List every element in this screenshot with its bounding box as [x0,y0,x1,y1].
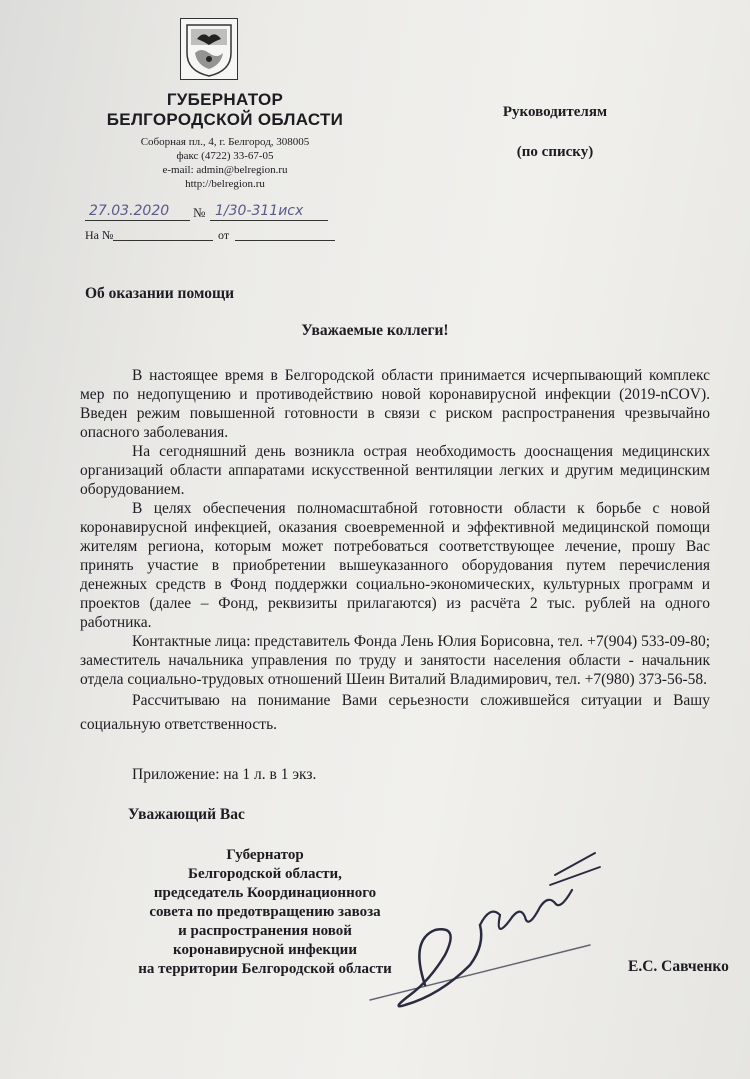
body-paragraph: Контактные лица: представитель Фонда Лень Юлия Борисовна, тел. +7(904) 533-09-80; заместитель начальника управления по труду и занятости населения области - начальник отдела социально-трудовых отношений Шеин Виталий Владимирович, тел. +7(980) 373-56-58. [80,633,710,688]
salutation: Уважаемые коллеги! [301,322,449,339]
signatory-title-line: на территории Белгородской области [138,961,392,977]
coat-of-arms-icon [181,19,237,79]
signatory-name: Е.С. Савченко [628,958,729,975]
letter-body [80,366,710,737]
reference-from-label: от [218,228,230,242]
subject-line: Об оказании помощи [85,285,235,302]
issuer-title-line2: БЕЛГОРОДСКОЙ ОБЛАСТИ [106,110,344,129]
reference-line [85,228,345,246]
issuer-contacts [100,135,350,191]
signatory-title-line: Белгородской области, [188,866,342,882]
body-paragraph: На сегодняшний день возникла острая необходимость дооснащения медицинских организаций области аппаратами искусственной вентиляции легких и другим медицинским оборудованием. [80,443,710,498]
issuer-title-line1: ГУБЕРНАТОР [166,90,284,109]
registration-date: 27.03.2020 [89,203,170,219]
attachment-note: Приложение: на 1 л. в 1 экз. [132,766,317,783]
closing-phrase: Уважающий Вас [128,806,245,823]
reference-label: На № [85,228,114,242]
address-text: Соборная пл., 4, г. Белгород, 308005 [140,136,310,148]
signatory-title-line: и распространения новой [178,923,352,939]
body-paragraph: В настоящее время в Белгородской области принимается исчерпывающий комплекс мер по недопущению и противодействию новой коронавирусной инфекции (2019-nCOV). Введен режим повышенной готовности в связи с риском распространения чрезвычайно опасного заболевания. [80,367,710,441]
body-paragraph: В целях обеспечения полномасштабной готовности области к борьбе с новой коронавирусной инфекцией, оказания своевременной и эффективной медицинской помощи жителям региона, которым может потребоваться соответствующее лечение, прошу Вас принять участие в приобретении вышеуказанного оборудования путем перечисления денежных средств в Фонд поддержки социально-экономических, культурных программ и проектов (далее – Фонд, реквизиты прилагаются) из расчёта 2 тыс. рублей на одного работника. [80,500,710,631]
registration-number-prefix: № [193,205,206,220]
signatory-title-line: Губернатор [226,847,304,863]
recipient-block [470,92,640,172]
registration-number: 1/30-311исх [215,203,304,219]
handwritten-signature [350,845,610,1025]
website-text: http://belregion.ru [185,178,265,190]
recipient-line2: (по списку) [516,144,594,160]
fax-text: факс (4722) 33-67-05 [176,150,274,162]
recipient-line1: Руководителям [502,104,608,120]
issuer-title [105,90,345,130]
coat-of-arms-emblem [180,18,238,80]
email-text: e-mail: admin@belregion.ru [162,164,288,176]
signatory-title-line: совета по предотвращению завоза [149,904,381,920]
signatory-title-line: председатель Координационного [153,885,377,901]
registration-line [85,203,335,223]
body-paragraph: Рассчитываю на понимание Вами серьезности сложившейся ситуации и Вашу социальную ответственность. [80,692,710,733]
signatory-title-line: коронавирусной инфекции [173,942,357,958]
